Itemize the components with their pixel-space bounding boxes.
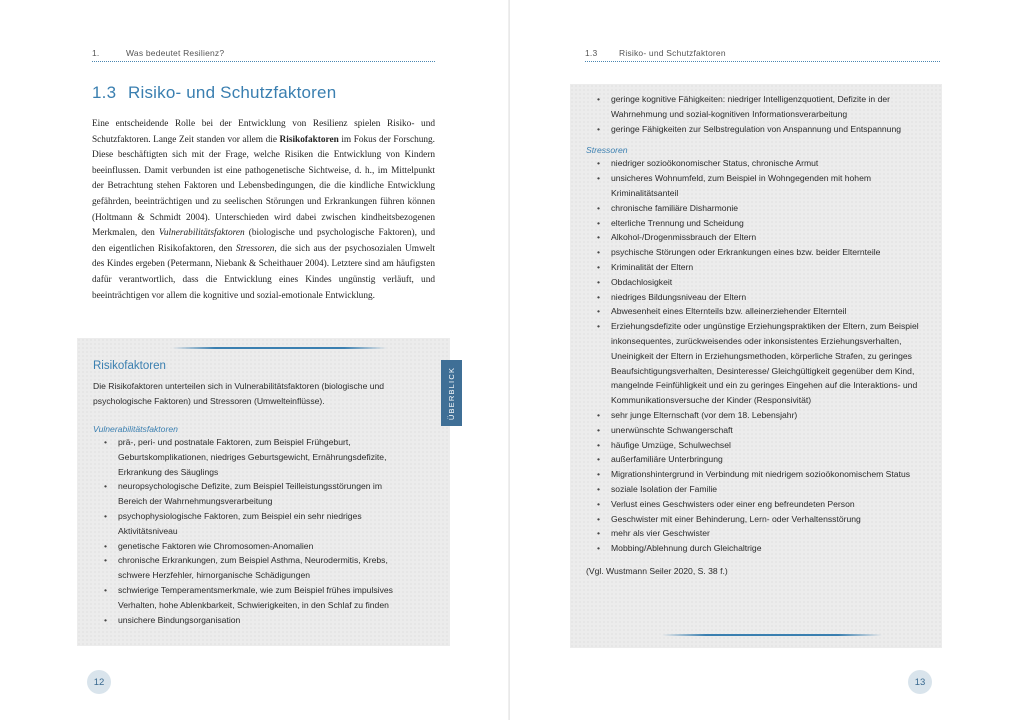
list-item: • unsicheres Wohnumfeld, zum Beispiel in Wohngegenden mit hohem Kriminalitätsanteil <box>586 171 926 201</box>
body-text-4: , die sich aus der psychosozialen Umwelt des Kindes ergeben (Petermann, Niebank & Scheithauer 2004). Letztere sind am häufigsten dafür verantwortlich, dass die Entwicklung eines Kindes ungünstig verläuft, und beeinträchtigen vor allem die kognitive und sozial-emotionale Entwicklung. <box>92 243 435 301</box>
vulnerability-section <box>93 424 413 627</box>
list-item: • Erziehungsdefizite oder ungünstige Erziehungspraktiken der Eltern, zum Beispiel inkonsequentes, zurückweisendes oder inkonsistentes Erziehungsverhalten, Uneinigkeit der Eltern in Erziehungsmethoden, körperliche Strafen, zu geringes Beaufsichtigungsverhalten, Desinteresse/ Gleichgültigkeit gegenüber dem Kind, mangelnde Feinfühligkeit und ein zu geringes Eingehen auf die Interaktions- und Kommunikationsversuche der Kinder (Responsivität) <box>586 319 926 408</box>
overview-box <box>77 338 450 646</box>
overview-box-continued <box>570 84 942 648</box>
list-item: • psychische Störungen oder Erkrankungen eines bzw. beider Elternteile <box>586 245 926 260</box>
section-number: 1.3 <box>92 83 117 102</box>
list-item: • Obdachlosigkeit <box>586 275 926 290</box>
list-item: • psychophysiologische Faktoren, zum Beispiel ein sehr niedriges Aktivitätsniveau <box>93 509 413 539</box>
list-item: • Alkohol-/Drogenmissbrauch der Eltern <box>586 230 926 245</box>
page-number-right: 13 <box>908 670 932 694</box>
body-text-2: im Fokus der Forschung. Diese beschäftigten sich mit der Frage, welche Risiken die Entwicklung von Kindern beeinflussen. Damit verbunden ist eine pathogenetische Sichtweise, d. h., im Mittelpunkt der Betrachtung stehen Faktoren und Lebensbedingungen, die die kindliche Entwicklung gefährden, beeinträchtigen und zu seelischen Störungen und Erkrankungen führen können (Holtmann & Schmidt 2004). Unterschieden wird dabei zwischen kindheitsbezogenen Merkmalen, den <box>92 134 436 239</box>
side-tab-label: ÜBERBLICK <box>447 366 457 420</box>
list-item: • schwierige Temperamentsmerkmale, wie zum Beispiel frühes impulsives Verhalten, hohe Ablenkbarkeit, Schwierigkeiten, in den Schlaf zu finden <box>93 583 413 613</box>
decorative-wave <box>662 634 882 636</box>
list-item: • Mobbing/Ablehnung durch Gleichaltrige <box>586 541 926 556</box>
vulnerability-list-continued <box>586 92 926 136</box>
running-head-left <box>92 48 224 58</box>
box-title: Risikofaktoren <box>93 360 166 372</box>
box-intro: Die Risikofaktoren unterteilen sich in Vulnerabilitätsfaktoren (biologische und psychologische Faktoren) und Stressoren (Umwelteinflüsse). <box>93 381 385 406</box>
body-text-1: Eine entscheidende Rolle bei der Entwicklung von Resilienz spielen Risiko- und Schutzfaktoren. Lange Zeit standen vor allem die <box>92 119 435 145</box>
list-item: • elterliche Trennung und Scheidung <box>586 216 926 231</box>
running-head-right <box>585 48 726 58</box>
list-item: • chronische Erkrankungen, zum Beispiel Asthma, Neurodermitis, Krebs, schwere Herzfehler, hirnorganische Schädigungen <box>93 553 413 583</box>
list-item: • niedriges Bildungsniveau der Eltern <box>586 290 926 305</box>
vulnerability-heading: Vulnerabilitätsfaktoren <box>93 424 178 434</box>
list-item: • mehr als vier Geschwister <box>586 526 926 541</box>
page-number-left: 12 <box>87 670 111 694</box>
list-item: • geringe Fähigkeiten zur Selbstregulation von Anspannung und Entspannung <box>586 122 926 137</box>
list-item: • genetische Faktoren wie Chromosomen-Anomalien <box>93 539 413 554</box>
stressors-heading: Stressoren <box>586 145 628 156</box>
chapter-title: Was bedeutet Resilienz? <box>126 48 225 58</box>
stressors-list <box>586 156 926 556</box>
overview-side-tab <box>441 360 462 426</box>
vulnerability-list <box>93 435 413 627</box>
body-italic-term-2: Stressoren <box>235 243 275 254</box>
list-item: • Abwesenheit eines Elternteils bzw. alleinerziehender Elternteil <box>586 304 926 319</box>
list-item: • geringe kognitive Fähigkeiten: niedriger Intelligenzquotient, Defizite in der Wahrnehmung und sozial-kognitiven Informationsverarbeitung <box>586 92 926 122</box>
list-item: • unerwünschte Schwangerschaft <box>586 423 926 438</box>
section-number: 1.3 <box>585 48 598 58</box>
decorative-wave <box>172 347 387 349</box>
section-title <box>92 83 336 103</box>
list-item: • neuropsychologische Defizite, zum Beispiel Teilleistungsstörungen im Bereich der Wahrnehmungsverarbeitung <box>93 479 413 509</box>
section-title-text: Risiko- und Schutzfaktoren <box>619 48 726 58</box>
chapter-number: 1. <box>92 48 100 58</box>
list-item: • prä-, peri- und postnatale Faktoren, zum Beispiel Frühgeburt, Geburtskomplikationen, niedriges Geburtsgewicht, Ernährungsdefizite, Erkrankung des Säuglings <box>93 435 413 479</box>
header-rule <box>585 61 940 62</box>
list-item: • Verlust eines Geschwisters oder einer eng befreundeten Person <box>586 497 926 512</box>
body-bold-term: Risikofaktoren <box>279 134 339 145</box>
list-item: • Kriminalität der Eltern <box>586 260 926 275</box>
body-italic-term-1: Vulnerabilitätsfaktoren <box>158 228 245 239</box>
risk-list-section <box>586 92 926 578</box>
header-rule <box>92 61 435 62</box>
list-item: • Geschwister mit einer Behinderung, Lern- oder Verhaltensstörung <box>586 512 926 527</box>
list-item: • soziale Isolation der Familie <box>586 482 926 497</box>
body-paragraph <box>92 117 435 304</box>
list-item: • häufige Umzüge, Schulwechsel <box>586 438 926 453</box>
list-item: • außerfamiliäre Unterbringung <box>586 452 926 467</box>
section-title-text: Risiko- und Schutzfaktoren <box>128 83 337 102</box>
source-citation: (Vgl. Wustmann Seiler 2020, S. 38 f.) <box>586 565 728 576</box>
list-item: • chronische familiäre Disharmonie <box>586 201 926 216</box>
list-item: • sehr junge Elternschaft (vor dem 18. Lebensjahr) <box>586 408 926 423</box>
list-item: • unsichere Bindungsorganisation <box>93 613 413 628</box>
list-item: • niedriger sozioökonomischer Status, chronische Armut <box>586 156 926 171</box>
list-item: • Migrationshintergrund in Verbindung mit niedrigem sozioökonomischem Status <box>586 467 926 482</box>
body-text-3: (biologische und psychologische Faktoren), und den eigentlichen Risikofaktoren, den <box>92 228 436 254</box>
